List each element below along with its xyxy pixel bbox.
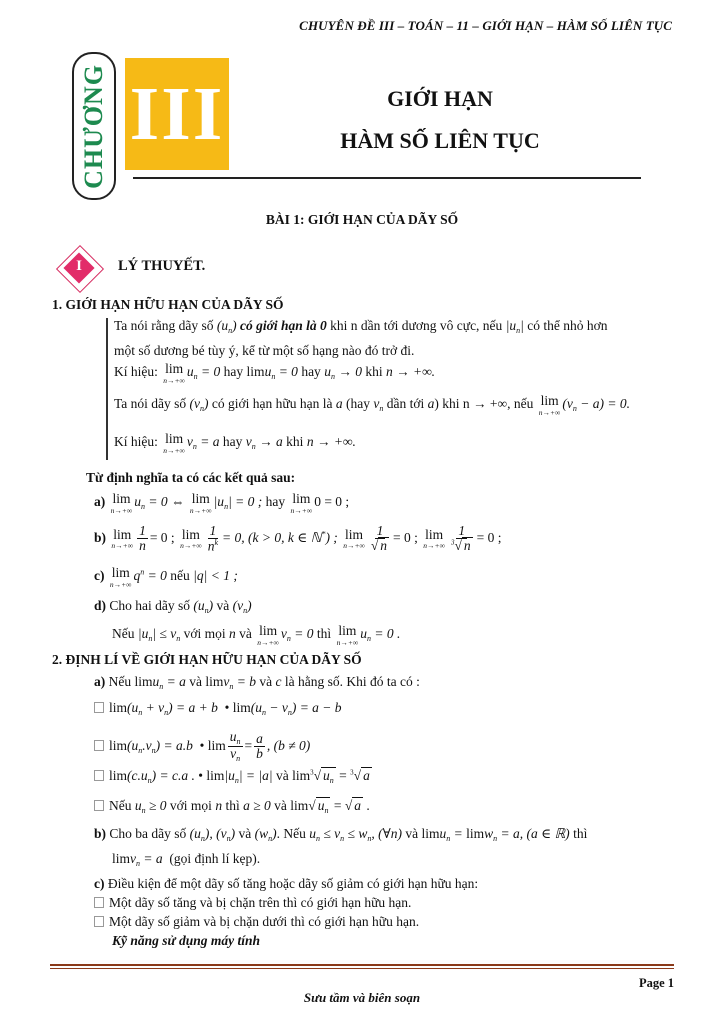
notation-line1: Kí hiệu: lim n→+∞ $u_n = 0$ hay limu$_n$ = 0 hay $u_n \to 0$ khi n → +∞. [114, 361, 436, 385]
theorem-a: a) Nếu limu$_n$ = a và limv$_n$ = b và c là hằng số. Khi đó ta có : [94, 674, 420, 691]
theorem-b-result: limv$_n$ = a (gọi định lí kẹp). [112, 851, 261, 868]
chapter-title-line2: HÀM SỐ LIÊN TỤC [340, 128, 540, 153]
chapter-number-box [125, 58, 229, 170]
definition-line2: một số dương bé tùy ý, kể từ một số hạng nào đó trở đi. [114, 343, 415, 358]
result-b: b) lim n→+∞ $\frac{1}{n}$ = 0 ; lim n→+∞ $\frac{1}{n^k}$ = 0, (k > 0, k ∈ ℕ*) ; lim n→+∞ $\frac{1}{√ n}$ = 0 ; lim n→+∞ $\frac{1}{^3√ n}$ = 0 ; [94, 523, 502, 554]
theorem-a-rule4: Nếu $u_n \ge 0$ với mọi n thì a ≥ 0 và lim√ $u_n$ = √ a . [94, 798, 370, 815]
page-header: CHUYÊN ĐỀ III – TOÁN – 11 – GIỚI HẠN – HÀM SỐ LIÊN TỤC [299, 18, 672, 33]
result-c: c) lim n→+∞ $q^n = 0$ nếu |q| < 1 ; [94, 565, 238, 589]
chapter-title-line1: GIỚI HẠN [387, 86, 493, 111]
result-a: a) lim n→+∞ $u_n = 0$ ⇔ lim n→+∞ $|u_n| = 0$ ; hay lim n→+∞ 0 = 0 ; [94, 491, 350, 515]
results-heading: Từ định nghĩa ta có các kết quả sau: [86, 470, 296, 485]
theorem-a-rule2: $\lim(u_n.v_n) = a.b$ • lim $\frac{u_n}{v_n}$ = $\frac{a}{b}$ , (b ≠ 0) [94, 730, 310, 764]
lesson-title: BÀI 1: GIỚI HẠN CỦA DÃY SỐ [265, 212, 459, 227]
page-number: Page 1 [638, 976, 674, 990]
checkbox-bullet-icon [94, 740, 104, 751]
checkbox-bullet-icon [94, 702, 104, 713]
section-badge [56, 245, 102, 291]
section-numeral: I [76, 258, 82, 274]
checkbox-bullet-icon [94, 897, 104, 908]
footer-rule [50, 964, 674, 966]
footer-credit: Sưu tầm và biên soạn [303, 990, 421, 1005]
definition-bar [106, 318, 108, 460]
v-definition-line: Ta nói dãy số $(v_n)$ có giới hạn hữu hạn là a (hay $v_n$ dần tới a) khi n → +∞, nếu lim n→+∞ $(v_n - a) = 0$. [114, 393, 630, 417]
chapter-tab-label: CHƯƠNG [79, 63, 108, 189]
checkbox-bullet-icon [94, 770, 104, 781]
result-d: d) Cho hai dãy số $(u_n)$ và $(v_n)$ [94, 598, 252, 615]
checkbox-bullet-icon [94, 916, 104, 927]
result-d-statement: Nếu $|u_n| \le v_n$ với mọi n và lim n→+∞ $v_n = 0$ thì lim n→+∞ $u_n = 0$ . [112, 623, 401, 647]
definition-line1: Ta nói rằng dãy số $(u_n)$ có giới hạn là 0 khi n dần tới dương vô cực, nếu $|u_n|$ có thể nhỏ hơn [114, 318, 608, 335]
theorem-c: c) Điều kiện để một dãy số tăng hoặc dãy số giảm có giới hạn hữu hạn: [94, 876, 479, 891]
chapter-roman: III [129, 72, 225, 156]
footer-rule-thin [50, 968, 674, 969]
theorem-c2: Một dãy số giảm và bị chặn dưới thì có giới hạn hữu hạn. [94, 914, 419, 930]
theorem-a-rule3: $\lim(c.u_n) = c.a$ . • $\lim|u_n| = |a|$ và $\lim^3√$ $u_n = ^3√$ a [94, 768, 372, 785]
chapter-tab [72, 52, 116, 200]
title-rule [133, 177, 641, 179]
section-title: LÝ THUYẾT. [118, 258, 206, 274]
theorem-b: b) Cho ba dãy số $(u_n)$, $(v_n)$ và $(w_n)$. Nếu $u_n \le v_n \le w_n$, (∀n) và limu$_n$ = limw$_n$ = a, (a ∈ ℝ) thì [94, 826, 588, 843]
theorem-c1: Một dãy số tăng và bị chặn trên thì có giới hạn hữu hạn. [94, 895, 411, 911]
checkbox-bullet-icon [94, 800, 104, 811]
part2-heading: 2. ĐỊNH LÍ VỀ GIỚI HẠN HỮU HẠN CỦA DÃY SỐ [52, 652, 362, 667]
skill-heading: Kỹ năng sử dụng máy tính [112, 933, 261, 948]
theorem-a-rule1: $\lim(u_n + v_n) = a + b$ • $\lim(u_n - v_n) = a - b$ [94, 700, 342, 717]
notation-line2: Kí hiệu: lim n→+∞ $v_n = a$ hay $v_n \to a$ khi n → +∞. [114, 431, 356, 455]
part1-heading: 1. GIỚI HẠN HỮU HẠN CỦA DÃY SỐ [52, 297, 284, 312]
